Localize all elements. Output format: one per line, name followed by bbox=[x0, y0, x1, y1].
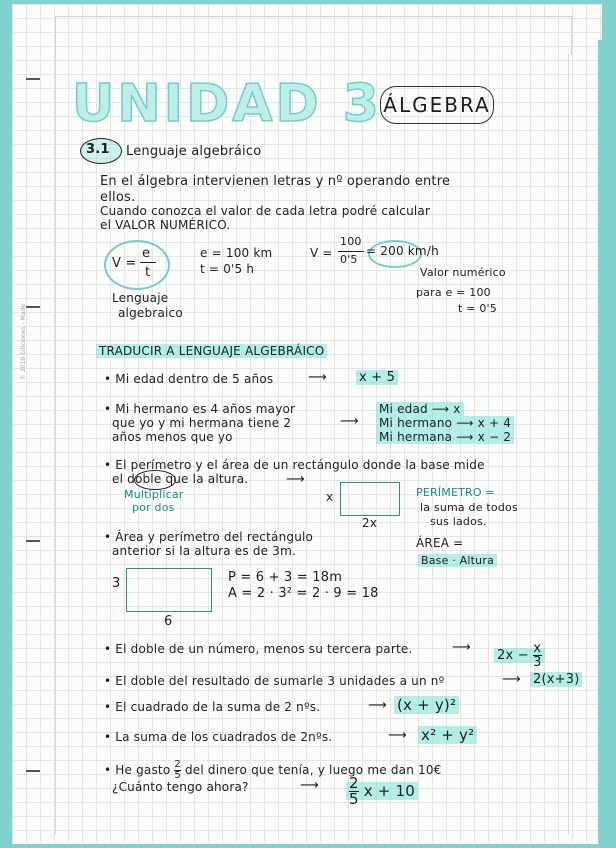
topic-badge: ÁLGEBRA bbox=[380, 86, 494, 124]
item-doble: • El doble de un número, menos su tercera parte. bbox=[104, 642, 413, 656]
item-doble-resultado: • El doble del resultado de sumarle 3 unidades a un nº bbox=[104, 674, 445, 688]
e-value: e = 100 km bbox=[200, 246, 273, 260]
item-gasto-question: ¿Cuánto tengo ahora? bbox=[112, 780, 249, 794]
item-gasto: • He gasto $\frac{2}{5}$ del dinero que tenía, y luego me dan 10€ bbox=[104, 759, 442, 781]
area-label: ÁREA = bbox=[416, 536, 464, 550]
item-hermanos-line: que yo y mi hermana tiene 2 bbox=[112, 416, 292, 430]
rectangle-shape bbox=[340, 482, 400, 516]
formula-num: e bbox=[142, 246, 151, 261]
item-area-line: • Área y perímetro del rectángulo bbox=[104, 530, 314, 544]
intro-line: ellos. bbox=[100, 190, 136, 205]
item-rectangulo-line: • El perímetro y el área de un rectángulo donde la base mide bbox=[104, 458, 485, 472]
arrow-icon: ⟶ bbox=[502, 672, 521, 687]
intro-line: Cuando conozca el valor de cada letra podré calcular bbox=[100, 204, 431, 218]
item-edad-result: x + 5 bbox=[356, 370, 398, 385]
page-frame-left bbox=[55, 54, 56, 834]
area-calc: A = 2 · 3² = 2 · 9 = 18 bbox=[228, 586, 379, 601]
doble-circle bbox=[134, 470, 176, 490]
rect2-base-label: 6 bbox=[164, 614, 173, 629]
punch-mark bbox=[26, 78, 40, 80]
rectangle-shape-2 bbox=[126, 568, 212, 612]
rect-side-label: x bbox=[326, 490, 334, 504]
side-note: © 2019 Ediciones - Made bbox=[20, 304, 27, 380]
fraction-bar bbox=[338, 251, 364, 252]
unit-title: UNIDAD 3 bbox=[72, 74, 382, 134]
punch-mark bbox=[26, 770, 40, 772]
arrow-icon: ⟶ bbox=[300, 778, 319, 793]
item-area-line: anterior si la altura es de 3m. bbox=[112, 544, 297, 558]
result-mi-hermano: Mi hermano ⟶ x + 4 bbox=[376, 416, 514, 430]
arrow-icon: ⟶ bbox=[368, 698, 387, 713]
perimetro-label: PERÍMETRO = bbox=[416, 486, 495, 499]
t-value: t = 0'5 h bbox=[200, 262, 255, 276]
item-cuadrado-suma: • El cuadrado de la suma de 2 nºs. bbox=[104, 700, 321, 714]
item-suma-cuadrados: • La suma de los cuadrados de 2nºs. bbox=[104, 730, 333, 744]
formula-v2: V = bbox=[310, 246, 333, 260]
valor-numerico-label: Valor numérico bbox=[420, 266, 506, 279]
note-multiplicar: Multiplicar bbox=[124, 488, 184, 501]
intro-line: el VALOR NUMÉRICO. bbox=[100, 218, 231, 232]
formula-num2: 100 bbox=[340, 235, 362, 248]
translate-heading: TRADUCIR A LENGUAJE ALGEBRÁICO bbox=[96, 344, 327, 358]
perimetro-calc: P = 6 + 3 = 18m bbox=[228, 570, 343, 585]
note-por-dos: por dos bbox=[132, 501, 175, 514]
arrow-icon: ⟶ bbox=[308, 370, 327, 385]
formula-v: V = bbox=[112, 256, 137, 271]
arrow-icon: ⟶ bbox=[388, 728, 407, 743]
formula-result: = 200 km/h bbox=[366, 244, 439, 258]
formula-den: t bbox=[145, 265, 151, 280]
formula-den2: 0'5 bbox=[340, 253, 358, 266]
teal-border-right bbox=[598, 40, 616, 848]
page-frame-right bbox=[568, 54, 569, 834]
section-title: Lenguaje algebráico bbox=[126, 144, 262, 159]
result-mi-edad: Mi edad ⟶ x bbox=[376, 402, 464, 416]
item-doble-resultado-result: 2(x+3) bbox=[530, 672, 582, 687]
arrow-icon: ⟶ bbox=[452, 640, 471, 655]
item-cuadrado-suma-result: (x + y)² bbox=[394, 696, 459, 714]
perimetro-def: sus lados. bbox=[430, 515, 487, 528]
arrow-icon: ⟶ bbox=[286, 472, 305, 487]
perimetro-def: la suma de todos bbox=[420, 501, 518, 514]
rect-base-label: 2x bbox=[362, 516, 378, 530]
label-algebraico: algebraico bbox=[118, 306, 183, 320]
punch-mark bbox=[26, 306, 40, 308]
area-def: Base · Altura bbox=[418, 554, 497, 567]
item-doble-result: 2x − $\frac{x}{3}$ bbox=[494, 642, 545, 669]
valor-numerico-t: t = 0'5 bbox=[458, 302, 497, 315]
intro-line: En el álgebra intervienen letras y nº operando entre bbox=[100, 174, 451, 189]
section-number: 3.1 bbox=[86, 142, 110, 157]
item-hermanos-line: • Mi hermano es 4 años mayor bbox=[104, 402, 296, 416]
arrow-icon: ⟶ bbox=[340, 414, 359, 429]
valor-numerico-e: para e = 100 bbox=[416, 286, 491, 299]
fraction-bar bbox=[140, 262, 156, 263]
item-edad: • Mi edad dentro de 5 años bbox=[104, 372, 274, 386]
page-frame-top bbox=[55, 16, 572, 55]
item-gasto-result: $\frac{2}{5}$ x + 10 bbox=[346, 776, 418, 807]
rect2-side-label: 3 bbox=[112, 576, 121, 591]
item-rectangulo-line: el doble que la altura. bbox=[112, 472, 249, 486]
result-mi-hermana: Mi hermana ⟶ x − 2 bbox=[376, 430, 514, 444]
punch-mark bbox=[26, 540, 40, 542]
item-hermanos-line: años menos que yo bbox=[112, 430, 233, 444]
label-lenguaje: Lenguaje bbox=[112, 291, 169, 305]
item-suma-cuadrados-result: x² + y² bbox=[418, 726, 477, 744]
